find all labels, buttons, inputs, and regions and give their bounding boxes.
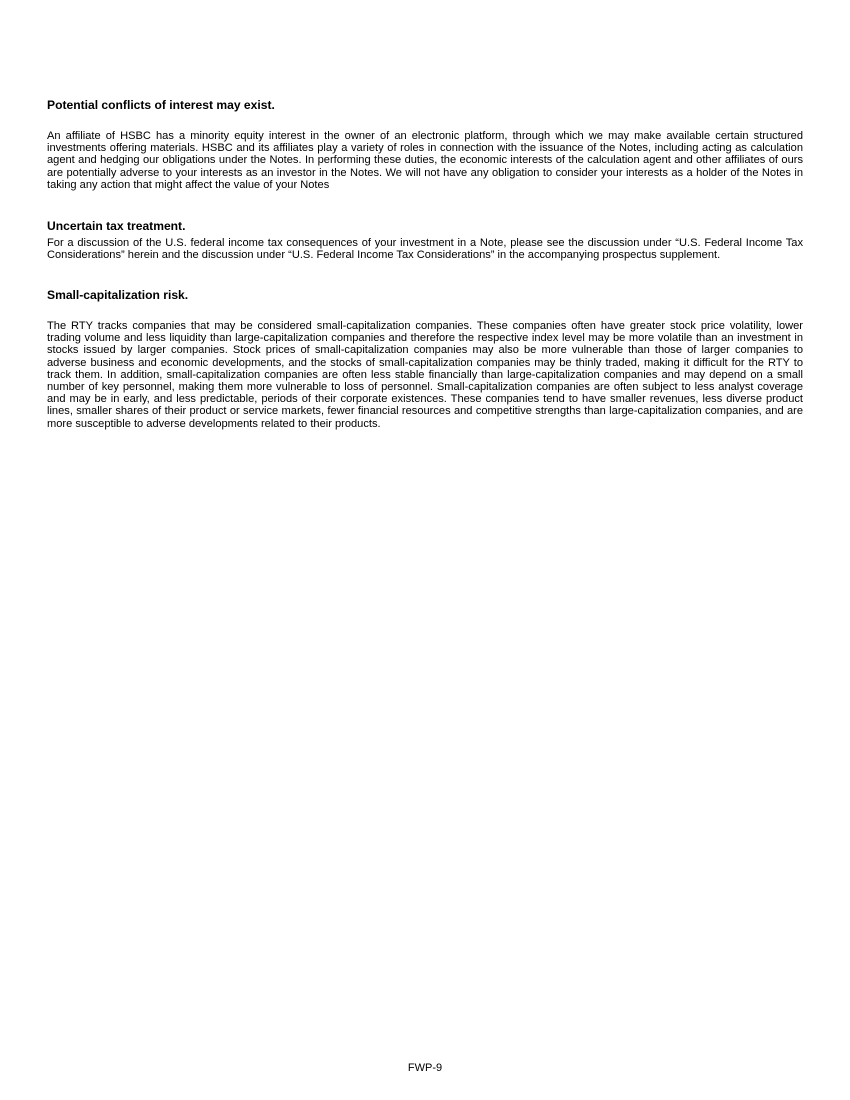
section-body-uncertain-tax-treatment: For a discussion of the U.S. federal income tax consequences of your investment in a Note, please see the discussion under “U.S. Federal Income Tax Considerations” herein and the discussion under “U.S. Federal Income Tax Considerations” in the accompanying prospectus supplement. [47, 237, 803, 262]
page-number: FWP-9 [407, 1062, 443, 1074]
section-heading-uncertain-tax-treatment: Uncertain tax treatment. [47, 219, 186, 233]
document-page [47, 0, 803, 1100]
section-body-conflicts-of-interest: An affiliate of HSBC has a minority equity interest in the owner of an electronic platform, through which we may make available certain structured investments offering materials. HSBC and its affiliates play a variety of roles in connection with the issuance of the Notes, including acting as calculation agent and hedging our obligations under the Notes. In performing these duties, the economic interests of the calculation agent and other affiliates of ours are potentially adverse to your interests as an investor in the Notes. We will not have any obligation to consider your interests as a holder of the Notes in taking any action that might affect the value of your Notes [47, 130, 803, 191]
section-body-small-capitalization-risk: The RTY tracks companies that may be considered small-capitalization companies. These companies often have greater stock price volatility, lower trading volume and less liquidity than large-capitalization companies and therefore the respective index level may be more volatile than an investment in stocks issued by larger companies. Stock prices of small-capitalization companies may also be more vulnerable than those of larger companies to adverse business and economic developments, and the stocks of small-capitalization companies may be thinly traded, making it difficult for the RTY to track them. In addition, small-capitalization companies are often less stable financially than large-capitalization companies and may depend on a small number of key personnel, making them more vulnerable to loss of personnel. Small-capitalization companies are often subject to less analyst coverage and may be in early, and less predictable, periods of their corporate existences. These companies tend to have smaller revenues, less diverse product lines, smaller shares of their product or service markets, fewer financial resources and competitive strengths than large-capitalization companies, and are more susceptible to adverse developments related to their products. [47, 320, 803, 430]
section-heading-conflicts-of-interest: Potential conflicts of interest may exist. [47, 98, 275, 112]
section-heading-small-capitalization-risk: Small-capitalization risk. [47, 288, 189, 302]
